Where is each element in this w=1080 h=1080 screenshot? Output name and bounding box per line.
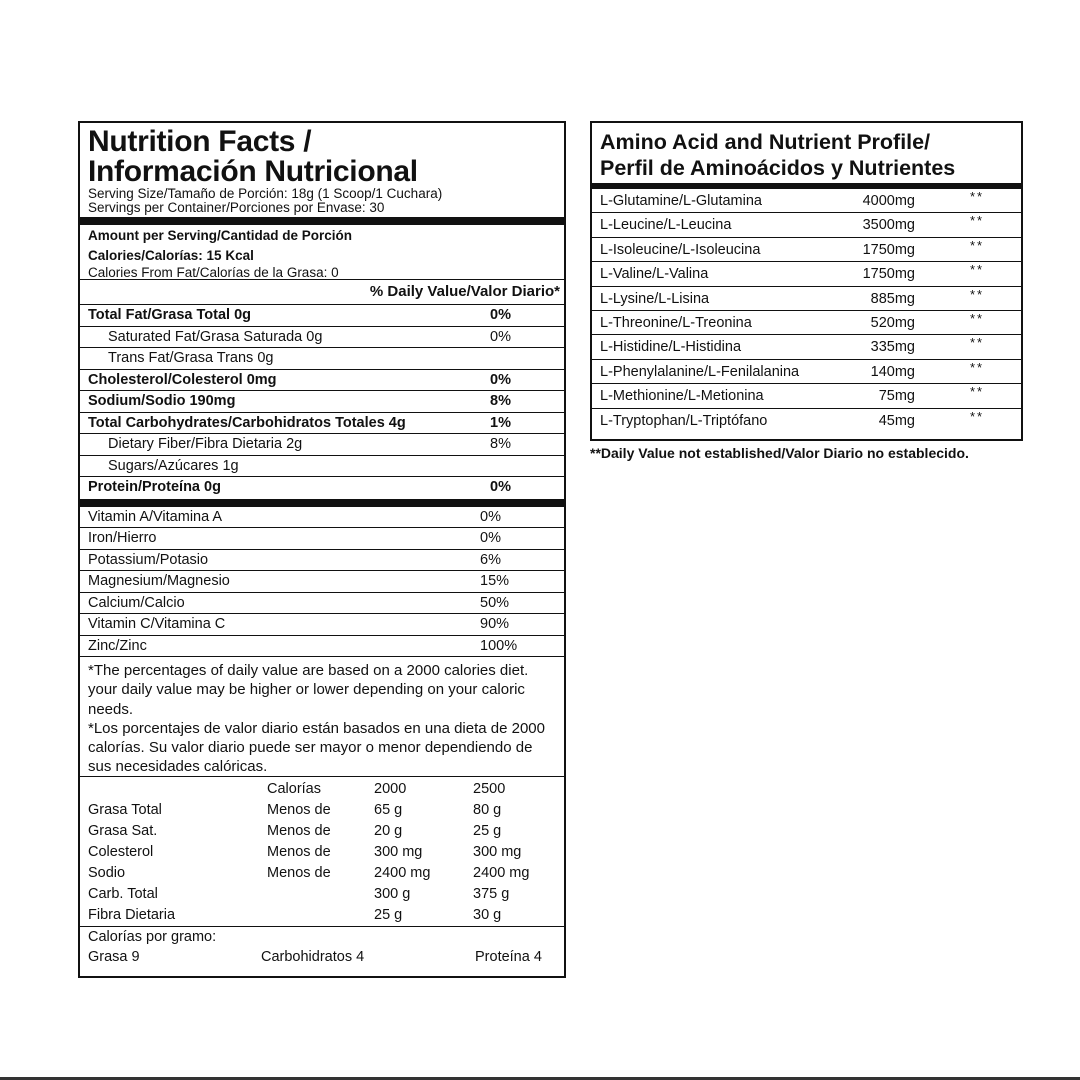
nutrient-row [80,413,564,435]
amino-dv: ** [970,335,985,351]
vitamin-pct: 6% [480,551,501,568]
amino-amount: 885mg [870,290,915,307]
reference-row [80,821,564,842]
nutrition-facts-title-line1: Nutrition Facts / [88,125,312,158]
daily-value-footnote [80,657,564,777]
amino-dv: ** [970,286,985,302]
nutrient-pct: 1% [490,414,511,431]
amino-name: L-Phenylalanine/L-Fenilalanina [600,363,800,380]
amino-name: L-Histidine/L-Histidina [600,339,742,356]
nutrient-row [80,370,564,392]
reference-cell: Menos de [267,865,331,881]
vitamin-label: Vitamin A/Vitamina A [88,508,223,525]
nutrient-label: Trans Fat/Grasa Trans 0g [108,350,274,366]
amino-name: L-Lysine/L-Lisina [600,290,710,307]
reference-cell: 80 g [473,802,502,818]
amino-acid-title-line1: Amino Acid and Nutrient Profile/ [600,130,931,154]
vitamin-pct: 15% [480,573,510,589]
vitamin-label: Vitamin C/Vitamina C [88,616,226,632]
amino-dv: ** [970,384,985,400]
reference-cell: Grasa Total [88,802,162,818]
amino-amount: 140mg [870,363,915,380]
nutrient-label: Protein/Proteína 0g [88,479,221,495]
amino-name: L-Glutamine/L-Glutamina [600,193,762,209]
daily-value-not-established-note: **Daily Value not established/Valor Diario no establecido. [590,445,969,461]
reference-cell: Fibra Dietaria [88,907,176,923]
reference-cell: Menos de [267,844,331,860]
reference-cell: 375 g [473,886,510,902]
amount-per-serving-label: Amount per Serving/Cantidad de Porción [88,228,353,243]
amino-acid-list [592,189,1021,433]
nutrient-pct: 0% [490,307,511,323]
amino-amount: 45mg [878,412,915,429]
amino-acid-panel [590,121,1023,441]
reference-cell: Menos de [267,802,331,818]
amino-row [592,360,1021,384]
nutrient-label: Total Carbohydrates/Carbohidratos Totales 4g [88,414,406,431]
vitamin-row [80,528,564,550]
nutrient-row [80,327,564,349]
nutrient-row [80,477,564,499]
nutrition-facts-title-line2: Información Nutricional [88,155,418,188]
amino-name: L-Isoleucine/L-Isoleucina [600,241,761,258]
nutrient-row [80,391,564,413]
amino-row [592,238,1021,262]
reference-row [80,800,564,821]
vitamin-label: Potassium/Potasio [88,551,209,568]
vitamin-pct: 0% [480,530,501,546]
nutrient-pct: 8% [490,393,511,409]
amino-dv: ** [970,262,985,278]
amino-amount: 1750mg [862,241,915,258]
vitamin-label: Iron/Hierro [88,530,157,546]
nutrient-label: Cholesterol/Colesterol 0mg [88,371,277,388]
vitamin-row [80,593,564,615]
reference-row [80,884,564,905]
nutrient-row [80,456,564,478]
amino-name: L-Threonine/L-Treonina [600,314,752,331]
calories-per-gram-carb: Carbohidratos 4 [261,949,365,965]
reference-cell: Calorías [267,781,321,797]
amino-amount: 75mg [878,388,915,405]
vitamin-label: Zinc/Zinc [88,637,147,654]
vitamin-row [80,636,564,658]
nutrient-row [80,305,564,327]
reference-cell: 2400 mg [473,865,530,881]
vitamin-label: Calcium/Calcio [88,594,185,611]
reference-header-row [80,779,564,800]
serving-size: Serving Size/Tamaño de Porción: 18g (1 Scoop/1 Cuchara) [88,186,443,201]
amino-row [592,189,1021,213]
calories-value: Calories/Calorías: 15 Kcal [88,248,254,263]
amino-name: L-Leucine/L-Leucina [600,217,732,234]
calories-per-gram-protein: Proteína 4 [475,949,542,965]
amino-name: L-Tryptophan/L-Triptófano [600,412,768,429]
amino-amount: 3500mg [862,217,915,234]
vitamin-list [80,507,564,658]
vitamin-row [80,614,564,636]
calories-per-gram [80,927,564,969]
nutrient-pct: 0% [490,371,511,388]
nutrition-facts-panel [78,121,566,978]
amino-dv: ** [970,359,985,375]
amino-amount: 335mg [870,339,915,356]
reference-cell: 25 g [374,907,403,923]
reference-cell: 2000 [374,781,407,797]
amino-row [592,262,1021,286]
nutrient-label: Total Fat/Grasa Total 0g [88,307,252,323]
vitamin-row [80,507,564,529]
daily-value-header: % Daily Value/Valor Diario* [80,280,564,305]
nutrient-pct: 8% [490,436,511,452]
vitamin-pct: 90% [480,616,510,632]
reference-cell: Sodio [88,865,126,881]
calories-per-gram-fat: Grasa 9 [88,949,140,965]
reference-cell: Grasa Sat. [88,823,158,839]
vitamin-label: Magnesium/Magnesio [88,573,230,589]
vitamin-pct: 50% [480,594,510,611]
reference-row [80,905,564,926]
reference-cell: Menos de [267,823,331,839]
thick-divider [80,499,564,507]
amount-per-serving-block [80,225,564,280]
reference-cell: 300 mg [374,844,423,860]
nutrient-label: Sodium/Sodio 190mg [88,393,236,409]
amino-row [592,335,1021,359]
amino-row [592,213,1021,237]
vitamin-row [80,550,564,572]
servings-per-container: Servings per Container/Porciones por Envase: 30 [88,200,385,215]
reference-row [80,863,564,884]
nutrient-row [80,348,564,370]
amino-row [592,311,1021,335]
amino-dv: ** [970,213,985,229]
amino-amount: 1750mg [862,266,915,283]
reference-cell: 2500 [473,781,506,797]
reference-cell: Carb. Total [88,886,158,902]
amino-acid-title [592,123,1021,183]
nutrient-list [80,305,564,499]
amino-dv: ** [970,310,985,326]
amino-row [592,384,1021,408]
vitamin-pct: 0% [480,508,501,525]
vitamin-pct: 100% [480,637,518,654]
calories-from-fat: Calories From Fat/Calorías de la Grasa: 0 [88,265,339,280]
amino-name: L-Valine/L-Valina [600,266,709,283]
amino-amount: 520mg [870,314,915,331]
footnote-english: *The percentages of daily value are based on a 2000 calories diet. your daily value may be higher or lower depending on your caloric needs. [88,662,529,718]
reference-cell: 65 g [374,802,403,818]
reference-cell: 20 g [374,823,403,839]
reference-cell: 2400 mg [374,865,431,881]
amino-row [592,409,1021,433]
reference-cell: 300 mg [473,844,522,860]
amino-dv: ** [970,237,985,253]
nutrient-label: Saturated Fat/Grasa Saturada 0g [108,328,323,345]
amino-name: L-Methionine/L-Metionina [600,388,764,405]
amino-row [592,287,1021,311]
nutrient-label: Sugars/Azúcares 1g [108,457,239,474]
amino-acid-title-line2: Perfil de Aminoácidos y Nutrientes [600,156,956,180]
calories-per-gram-label: Calorías por gramo: [88,929,217,945]
amino-amount: 4000mg [862,193,915,209]
reference-row [80,842,564,863]
reference-table [80,777,564,927]
nutrient-row [80,434,564,456]
footnote-spanish: *Los porcentajes de valor diario están basados en una dieta de 2000 calorías. Su valor diario puede ser mayor o menor dependiendo de sus necesidades calóricas. [88,719,545,776]
nutrition-facts-header [80,123,564,217]
reference-cell: 300 g [374,886,411,902]
reference-cell: 30 g [473,907,502,923]
nutrient-pct: 0% [490,328,511,345]
vitamin-row [80,571,564,593]
amino-dv: ** [970,408,985,424]
reference-cell: Colesterol [88,844,154,860]
thick-divider [80,217,564,225]
amino-dv: ** [970,189,985,204]
reference-cell: 25 g [473,823,502,839]
nutrient-label: Dietary Fiber/Fibra Dietaria 2g [108,436,303,452]
nutrient-pct: 0% [490,479,511,495]
